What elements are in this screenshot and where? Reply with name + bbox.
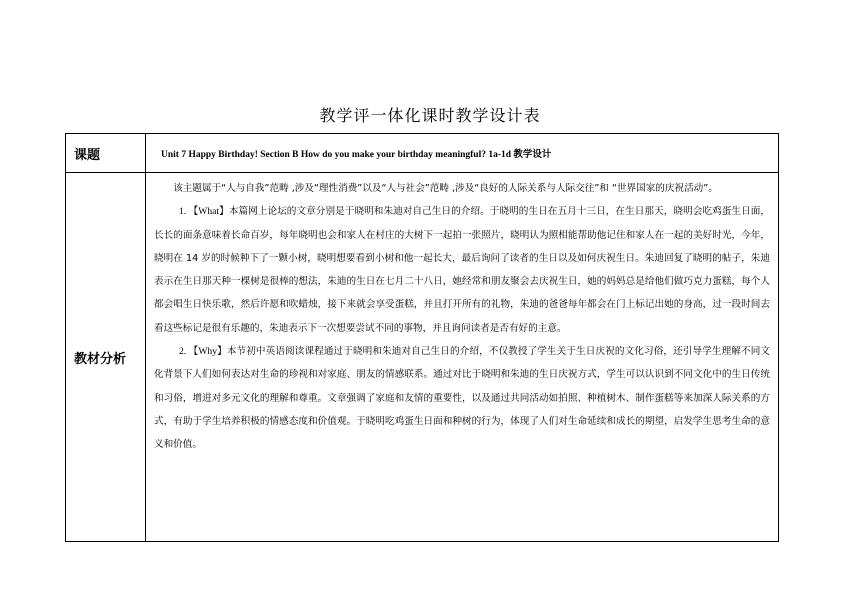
why-tag: 2. 【Why】 [178, 346, 227, 358]
analysis-intro: 该主题属于“人与自我”范畴 ,涉及“理性消费”以及“人与社会”范畴 ,涉及“良好的人际关系与人际交往”和 “世界国家的庆祝活动”。 [173, 183, 718, 194]
analysis-content [146, 173, 779, 542]
lesson-design-table [65, 133, 779, 542]
document-title: 教学评一体化课时教学设计表 [319, 106, 541, 125]
topic-value: Unit 7 Happy Birthday! Section B How do you make your birthday meaningful? 1a-1d 教学设计 [146, 134, 779, 173]
topic-label: 课题 [66, 134, 146, 173]
analysis-why-paragraph [154, 340, 770, 456]
analysis-label: 教材分析 [66, 173, 146, 542]
analysis-what-paragraph [154, 200, 770, 340]
what-text: 本篇网上论坛的文章分别是于晓明和朱迪对自己生日的介绍。于晓明的生日在五月十三日，在生日那天，晓明会吃鸡蛋生日面，长长的面条意味着长命百岁，每年晓明也会和家人在村庄的大树下一起拍一张照片，晓明认为照相能帮助他记住和家人在一起的美好时光，今年，晓明在 14 岁的时候种下了一颗小树，晓明想要看到小树和他一起长大，最后询问了读者的生日以及如何庆祝生日。朱迪回复了晓明的帖子，朱迪表示在生日那天种一棵树是很棒的想法，朱迪的生日在七月二十八日，她经常和朋友聚会去庆祝生日，她的妈妈总是给他们做巧克力蛋糕，每个人都会唱生日快乐歌，然后许愿和吹蜡烛，接下来就会享受蛋糕，并且打开所有的礼物，朱迪的爸爸每年都会在门上标记出她的身高，过一段时间去看这些标记是很有乐趣的，朱迪表示下一次想要尝试不同的事物，并且询问读者是否有好的主意。 [154, 206, 771, 334]
analysis-row [66, 173, 779, 542]
what-tag: 1. 【What】 [178, 206, 229, 218]
topic-row [66, 134, 779, 173]
why-text: 本节初中英语阅读课程通过于晓明和朱迪对自己生日的介绍，不仅教授了学生关于生日庆祝的文化习俗，还引导学生理解不同文化背景下人们如何表达对生命的珍视和对家庭、朋友的情感联系。通过对比于晓明和朱迪的生日庆祝方式，学生可以认识到不同文化中的生日传统和习俗，增进对多元文化的理解和尊重。文章强调了家庭和友情的重要性，以及通过共同活动如拍照、种植树木、制作蛋糕等来加深人际关系的方式，有助于学生培养积极的情感态度和价值观。于晓明吃鸡蛋生日面和种树的行为，体现了人们对生命延续和成长的期望，启发学生思考生命的意义和价值。 [154, 346, 771, 451]
